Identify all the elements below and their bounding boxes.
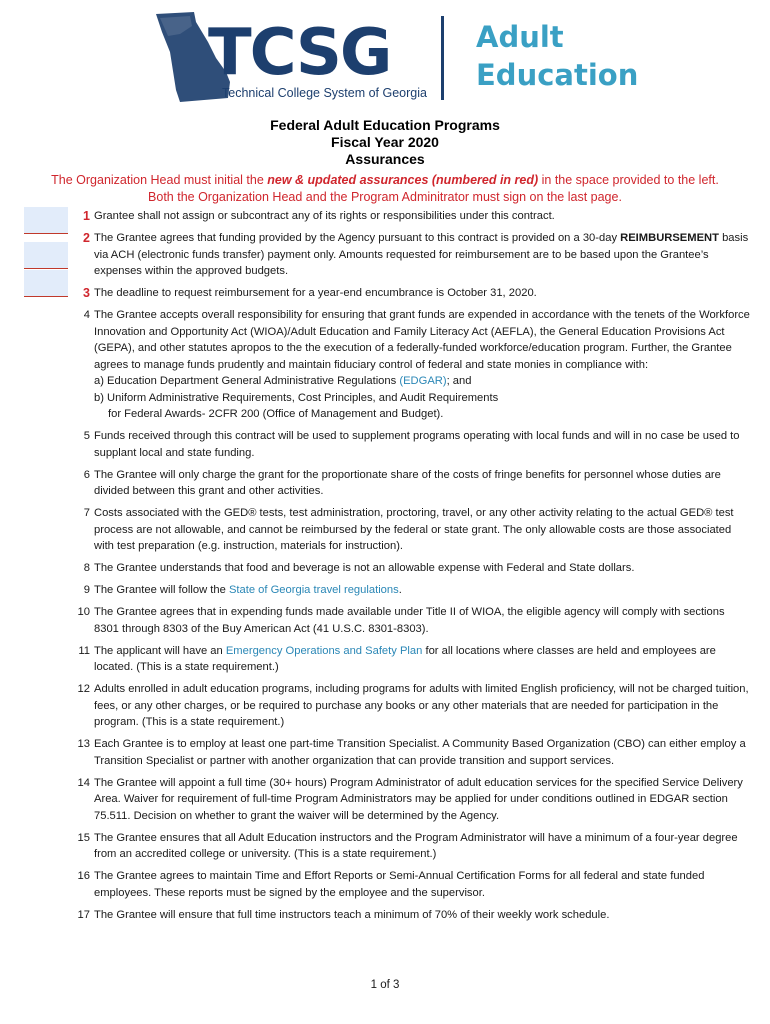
logo-wordmark: TCSG (208, 16, 391, 90)
item-text: Funds received through this contract will be used to supplement programs operating with local funds and will in no case be used to supplant local and state funding. (94, 430, 740, 459)
page-number: 1 of 3 (370, 979, 400, 991)
item-text-part: The Grantee accepts overall responsibility for ensuring that grant funds are expended in accordance with the tenets of the Workforce Innovation and Opportunity Act (WIOA)/Adult Education and Family Literacy Act (AEFLA), the General Education Provisions Act (GEPA), and other statutes apropos to the the execution of a federally-funded workforce/education program. Further, the Grantee agrees to manage funds prudently and maintain fiduciary control of federal and state monies in compliance with: (94, 309, 750, 371)
item-text (94, 307, 750, 423)
assurance-item-5 (60, 428, 750, 461)
instructions-emphasis: new & updated assurances (numbered in red) (267, 173, 539, 187)
item-text: The Grantee will appoint a full time (30+ hours) Program Administrator of adult education services for the specified Service Delivery Area. Waiver for requirement of full-time Program Administrators may be applied for under conditions outlined in EDGAR section 75.511. Decision on whether to grant the waiver will be determined by the Agency. (94, 776, 743, 822)
item-number: 3 (83, 286, 90, 300)
travel-regulations-link[interactable]: State of Georgia travel regulations (228, 584, 399, 596)
assurance-list (60, 208, 750, 929)
item-text (94, 582, 750, 599)
item-number: 12 (77, 683, 90, 695)
item-text: Grantee shall not assign or subcontract any of its rights or responsibilities under this contract. (94, 210, 555, 222)
item-text-part: for all locations where classes are held and employees are located. (This is a state requirement.) (94, 644, 716, 673)
item-text-part: The applicant will have an (94, 644, 226, 657)
item-number: 2 (83, 231, 90, 245)
assurance-item-4 (60, 307, 750, 423)
title-line1: Federal Adult Education Programs (270, 117, 500, 133)
edgar-link[interactable]: (EDGAR) (399, 375, 447, 387)
item-number: 8 (83, 562, 90, 574)
assurance-item-14 (60, 775, 750, 825)
item-subpoint-b-cont: for Federal Awards- 2CFR 200 (Office of Management and Budget). (108, 408, 444, 420)
item-text-part: basis via ACH (electronic funds transfer) payment only. Amounts requested for reimbursement are to be based upon the Grantee’s expenses within the approved budgets. (94, 232, 749, 277)
program-name (476, 18, 638, 94)
item-text: The Grantee will only charge the grant for the proportionate share of the costs of fringe benefits for personnel whose duties are divided between this grant and other activities. (94, 468, 721, 497)
document-title (0, 117, 770, 168)
item-text (94, 643, 750, 676)
item-number: 13 (77, 738, 90, 750)
assurance-item-7 (60, 505, 750, 555)
item-text (94, 230, 750, 280)
item-text-part: The Grantee agrees that funding provided by the Agency pursuant to this contract is provided on a 30-day (94, 232, 621, 244)
instructions-line2: Both the Organization Head and the Program Adminitrator must sign on the last page. (148, 190, 622, 204)
item-number: 15 (77, 831, 90, 844)
title-line3: Assurances (345, 151, 425, 167)
item-text-part: The Grantee will follow the (94, 584, 229, 596)
assurance-item-2 (60, 230, 750, 280)
assurance-item-11 (60, 643, 750, 676)
assurance-item-15 (60, 830, 750, 863)
item-text: The deadline to request reimbursement for a year-end encumbrance is October 31, 2020. (94, 287, 537, 299)
item-number: 1 (83, 209, 90, 223)
subpoint-text: a) Education Department General Administrative Regulations (94, 375, 400, 387)
item-text: The Grantee will ensure that full time instructors teach a minimum of 70% of their weekly work schedule. (94, 908, 610, 921)
instructions-text: The Organization Head must initial the (51, 173, 268, 187)
program-name-line2: Education (476, 58, 639, 92)
item-number: 9 (83, 584, 90, 596)
title-line2: Fiscal Year 2020 (331, 134, 439, 150)
program-name-line1: Adult (476, 20, 564, 54)
item-number: 6 (83, 468, 90, 481)
item-text: The Grantee agrees to maintain Time and Effort Reports or Semi-Annual Certification Forms for all federal and state funded employees. These reports must be signed by the employee and the supervisor. (94, 870, 705, 899)
assurance-item-1 (60, 208, 750, 225)
assurance-item-16 (60, 868, 750, 901)
item-text: Adults enrolled in adult education programs, including programs for adults with limited English proficiency, will not be charged tuition, fees, or any other charges, or be required to purchase any books or any other materials that are needed for participation in the program. (This is a state requirement.) (94, 683, 749, 728)
instructions-line1 (0, 172, 770, 189)
assurance-item-10 (60, 604, 750, 637)
assurance-item-17 (60, 907, 750, 924)
item-text: Costs associated with the GED® tests, test administration, proctoring, travel, or any other activity relating to the actual GED® test process are not allowable, and cannot be reimbursed by the federal or state grant. The only allowable costs are those associated with test preparation (e.g. instruction, materials for instruction). (94, 507, 734, 552)
instructions (0, 172, 770, 206)
assurance-item-13 (60, 736, 750, 769)
item-text: The Grantee agrees that in expending funds made available under Title II of WIOA, the eligible agency will comply with sections 8301 through 8303 of the Buy American Act (41 U.S.C. 8301-8303). (94, 606, 725, 635)
subpoint-text-end: ; and (446, 375, 472, 387)
item-text: The Grantee understands that food and beverage is not an allowable expense with Federal and State dollars. (94, 562, 635, 574)
safety-plan-link[interactable]: Emergency Operations and Safety Plan (225, 644, 423, 657)
item-subpoint-a (94, 373, 750, 390)
instructions-text-end: in the space provided to the left. (538, 173, 719, 187)
assurance-item-9 (60, 582, 750, 599)
item-number: 11 (78, 644, 90, 657)
logo-divider (441, 16, 444, 100)
item-text: Each Grantee is to employ at least one part-time Transition Specialist. A Community Based Organization (CBO) can either employ a Transition Specialist or partner with another organization that can provide transition and support services. (94, 738, 746, 767)
item-number: 7 (83, 507, 90, 519)
logo-subtitle: Technical College System of Georgia (222, 86, 427, 100)
item-number: 14 (77, 776, 90, 789)
assurance-item-3 (60, 285, 750, 302)
item-text-part: . (398, 584, 402, 596)
item-number: 5 (83, 430, 90, 442)
item-subpoint-b: b) Uniform Administrative Requirements, Cost Principles, and Audit Requirements (94, 391, 499, 404)
item-number: 16 (77, 870, 90, 882)
assurance-item-8 (60, 560, 750, 577)
item-number: 17 (77, 908, 90, 921)
assurance-item-12 (60, 681, 750, 731)
item-text: The Grantee ensures that all Adult Education instructors and the Program Administrator will have a minimum of a four-year degree from an accredited college or university. (This is a state requirement.) (94, 831, 738, 860)
item-text-bold: REIMBURSEMENT (620, 232, 719, 244)
item-number: 10 (77, 606, 90, 618)
header-logo (150, 12, 640, 104)
assurance-item-6 (60, 467, 750, 500)
item-number: 4 (83, 309, 90, 321)
